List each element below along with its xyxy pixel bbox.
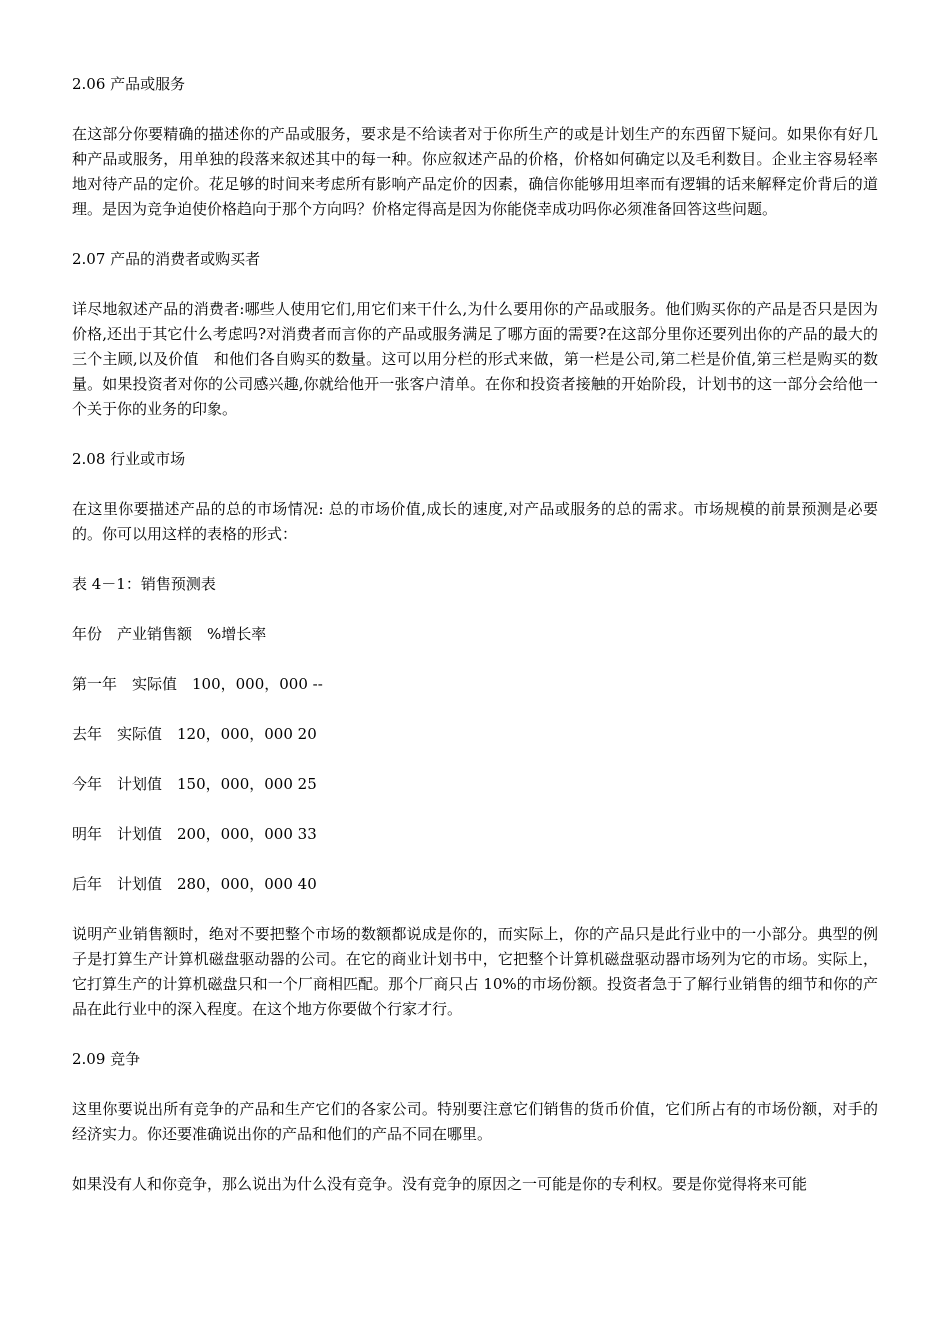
table-row: 明年 计划值 200，000，000 33 <box>72 825 317 843</box>
spacer <box>72 97 878 122</box>
spacer <box>72 272 878 297</box>
spacer <box>72 747 878 772</box>
table-row: 第一年 实际值 100，000，000 -- <box>72 675 323 693</box>
section-paragraph-2-08: 在这里你要描述产品的总的市场情况: 总的市场价值,成长的速度,对产品或服务的总的需求。市场规模的前景预测是必要的。你可以用这样的表格的形式： <box>72 500 878 543</box>
section-paragraph-2-07: 详尽地叙述产品的消费者:哪些人使用它们,用它们来干什么,为什么要用你的产品或服务。他们购买你的产品是否只是因为价格,还出于其它什么考虑吗?对消费者而言你的产品或服务满足了哪方面的需要?在这部分里你还要列出你的产品的最大的三个主顾,以及价值 和他们各自购买的数量。这可以用分栏的形式来做，第一栏是公司,第二栏是价值,第三栏是购买的数量。如果投资者对你的公司感兴趣,你就给他开一张客户清单。在你和投资者接触的开始阶段，计划书的这一部分会给他一个关于你的业务的印象。 <box>72 300 878 418</box>
spacer <box>72 1147 878 1172</box>
spacer <box>72 422 878 447</box>
section-heading-2-07: 2.07 产品的消费者或购买者 <box>72 250 261 268</box>
table-title: 表 4－1：销售预测表 <box>72 575 216 593</box>
table-row: 去年 实际值 120，000，000 20 <box>72 725 317 743</box>
spacer <box>72 1072 878 1097</box>
spacer <box>72 1022 878 1047</box>
spacer <box>72 797 878 822</box>
spacer <box>72 647 878 672</box>
table-header: 年份 产业销售额 %增长率 <box>72 625 267 643</box>
spacer <box>72 472 878 497</box>
spacer <box>72 897 878 922</box>
section-paragraph-2-08-note: 说明产业销售额时，绝对不要把整个市场的数额都说成是你的，而实际上，你的产品只是此行业中的一小部分。典型的例子是打算生产计算机磁盘驱动器的公司。在它的商业计划书中，它把整个计算机磁盘驱动器市场列为它的市场。实际上，它打算生产的计算机磁盘只和一个厂商相匹配。那个厂商只占 10%的市场份额。投资者急于了解行业销售的细节和你的产品在此行业中的深入程度。在这个地方你要做个行家才行。 <box>72 925 878 1018</box>
section-paragraph-2-09: 这里你要说出所有竞争的产品和生产它们的各家公司。特别要注意它们销售的货币价值，它们所占有的市场份额，对手的经济实力。你还要准确说出你的产品和他们的产品不同在哪里。 <box>72 1100 878 1143</box>
table-row: 今年 计划值 150，000，000 25 <box>72 775 317 793</box>
spacer <box>72 547 878 572</box>
spacer <box>72 597 878 622</box>
section-paragraph-2-09-continued: 如果没有人和你竞争，那么说出为什么没有竞争。没有竞争的原因之一可能是你的专利权。要是你觉得将来可能 <box>72 1175 808 1193</box>
section-heading-2-06: 2.06 产品或服务 <box>72 75 186 93</box>
document-page <box>72 72 878 1197</box>
section-heading-2-09: 2.09 竞争 <box>72 1050 141 1068</box>
spacer <box>72 847 878 872</box>
table-row: 后年 计划值 280，000，000 40 <box>72 875 317 893</box>
spacer <box>72 222 878 247</box>
spacer <box>72 697 878 722</box>
section-paragraph-2-06: 在这部分你要精确的描述你的产品或服务，要求是不给读者对于你所生产的或是计划生产的东西留下疑问。如果你有好几种产品或服务，用单独的段落来叙述其中的每一种。你应叙述产品的价格，价格如何确定以及毛利数目。企业主容易轻率地对待产品的定价。花足够的时间来考虑所有影响产品定价的因素，确信你能够用坦率而有逻辑的话来解释定价背后的道理。是因为竞争迫使价格趋向于那个方向吗？价格定得高是因为你能侥幸成功吗你必须准备回答这些问题。 <box>72 125 878 218</box>
section-heading-2-08: 2.08 行业或市场 <box>72 450 186 468</box>
